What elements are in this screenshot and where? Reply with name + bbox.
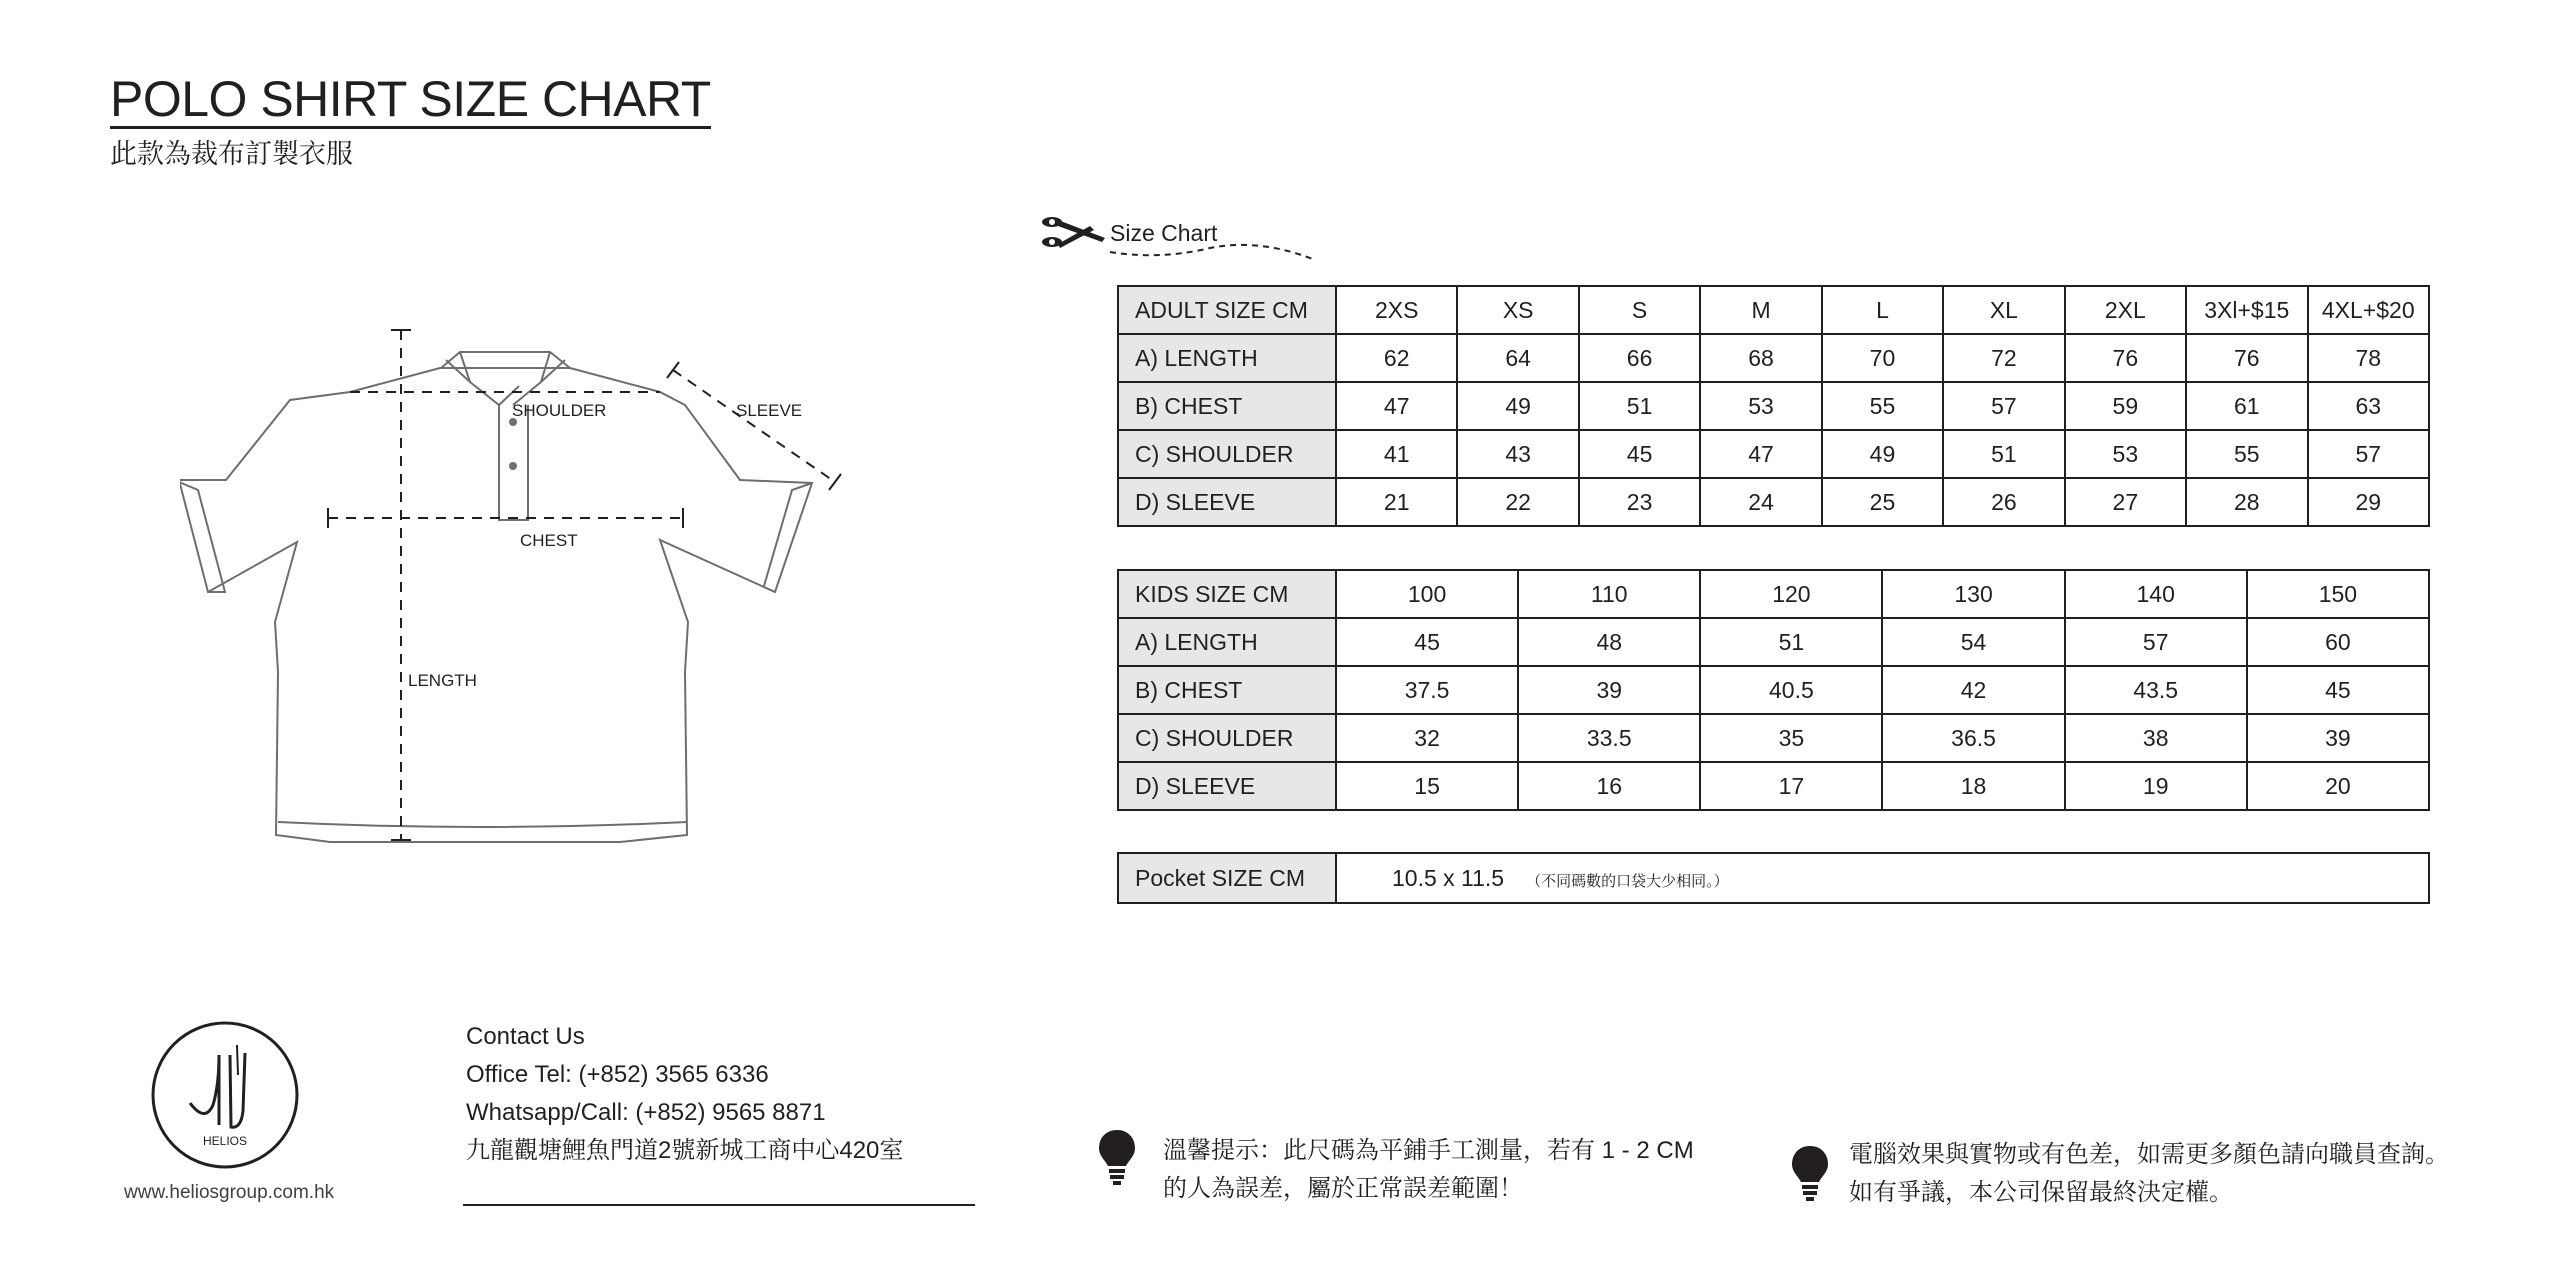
table-row: [1118, 853, 2429, 903]
table-cell: 40.5: [1700, 666, 1882, 714]
table-cell: 21: [1336, 478, 1457, 526]
logo-text: HELIOS: [202, 1134, 248, 1148]
table-cell: 33.5: [1518, 714, 1700, 762]
table-header-cell: 120: [1700, 570, 1882, 618]
table-cell: 59: [2065, 382, 2186, 430]
whatsapp-call: Whatsapp/Call: (+852) 9565 8871: [466, 1099, 826, 1126]
row-label: B) CHEST: [1118, 666, 1336, 714]
row-label: D) SLEEVE: [1118, 762, 1336, 810]
table-cell: 60: [2247, 618, 2429, 666]
row-label: C) SHOULDER: [1118, 430, 1336, 478]
tip-line: 電腦效果與實物或有色差，如需更多顏色請向職員查詢。: [1849, 1141, 2449, 1168]
table-cell: 22: [1457, 478, 1578, 526]
button-dot: [509, 462, 517, 470]
chest-label: CHEST: [520, 531, 578, 550]
row-label: A) LENGTH: [1118, 334, 1336, 382]
kids-size-table: [1117, 569, 2430, 811]
table-cell: 32: [1336, 714, 1518, 762]
row-label: B) CHEST: [1118, 382, 1336, 430]
length-label: LENGTH: [408, 671, 477, 690]
table-cell: 37.5: [1336, 666, 1518, 714]
table-cell: 26: [1943, 478, 2064, 526]
table-row: [1118, 666, 2429, 714]
row-label: A) LENGTH: [1118, 618, 1336, 666]
polo-shirt-diagram: [180, 300, 900, 860]
table-cell: 27: [2065, 478, 2186, 526]
table-header-cell: M: [1700, 286, 1821, 334]
table-cell: 61: [2186, 382, 2307, 430]
sleeve-label: SLEEVE: [736, 401, 803, 420]
table-cell: 49: [1457, 382, 1578, 430]
table-cell: 63: [2308, 382, 2430, 430]
table-cell: 51: [1943, 430, 2064, 478]
table-cell: 25: [1822, 478, 1943, 526]
table-cell: 78: [2308, 334, 2430, 382]
pocket-value-cell: [1336, 853, 2429, 903]
size-chart-label: Size Chart: [1110, 220, 1218, 246]
table-cell: 76: [2065, 334, 2186, 382]
table-cell: 29: [2308, 478, 2430, 526]
page-subtitle: 此款為裁布訂製衣服: [110, 139, 353, 169]
table-header-cell: XS: [1457, 286, 1578, 334]
row-label: C) SHOULDER: [1118, 714, 1336, 762]
table-row: [1118, 430, 2429, 478]
table-cell: 43: [1457, 430, 1578, 478]
table-cell: 36.5: [1882, 714, 2064, 762]
table-cell: 18: [1882, 762, 2064, 810]
page-title: POLO SHIRT SIZE CHART: [110, 71, 711, 127]
helios-logo: [145, 1015, 305, 1175]
table-cell: 55: [1822, 382, 1943, 430]
pocket-size-table: [1117, 852, 2430, 904]
address: 九龍觀塘鯉魚門道2號新城工商中心420室: [466, 1137, 904, 1164]
office-tel: Office Tel: (+852) 3565 6336: [466, 1061, 769, 1088]
table-header-cell: KIDS SIZE CM: [1118, 570, 1336, 618]
lightbulb-icon: [1790, 1144, 1830, 1204]
table-cell: 64: [1457, 334, 1578, 382]
tip-line: 如有爭議，本公司保留最終決定權。: [1849, 1179, 2233, 1206]
table-header-cell: 4XL+$20: [2308, 286, 2430, 334]
contact-heading: Contact Us: [466, 1023, 585, 1050]
table-cell: 48: [1518, 618, 1700, 666]
table-cell: 53: [1700, 382, 1821, 430]
table-cell: 66: [1579, 334, 1700, 382]
table-row: [1118, 762, 2429, 810]
table-cell: 57: [2308, 430, 2430, 478]
table-row: [1118, 382, 2429, 430]
table-cell: 54: [1882, 618, 2064, 666]
table-cell: 70: [1822, 334, 1943, 382]
table-header-cell: L: [1822, 286, 1943, 334]
lightbulb-icon: [1097, 1128, 1137, 1188]
shoulder-label: SHOULDER: [512, 401, 607, 420]
table-cell: 43.5: [2065, 666, 2247, 714]
table-cell: 57: [2065, 618, 2247, 666]
contact-underline: [463, 1204, 975, 1206]
table-cell: 72: [1943, 334, 2064, 382]
table-header-cell: XL: [1943, 286, 2064, 334]
table-header-cell: 3Xl+$15: [2186, 286, 2307, 334]
table-row: [1118, 618, 2429, 666]
table-cell: 45: [1336, 618, 1518, 666]
table-cell: 45: [1579, 430, 1700, 478]
table-cell: 24: [1700, 478, 1821, 526]
table-row: [1118, 334, 2429, 382]
table-row: [1118, 714, 2429, 762]
website-link[interactable]: www.heliosgroup.com.hk: [124, 1182, 335, 1203]
pocket-label: Pocket SIZE CM: [1118, 853, 1336, 903]
table-cell: 23: [1579, 478, 1700, 526]
table-header-row: [1118, 286, 2429, 334]
dashed-cut-line: [1100, 238, 1320, 268]
table-cell: 47: [1336, 382, 1457, 430]
table-cell: 51: [1700, 618, 1882, 666]
tip-line: 溫馨提示：此尺碼為平鋪手工測量，若有 1 - 2 CM: [1163, 1137, 1694, 1164]
table-cell: 47: [1700, 430, 1821, 478]
tip-measurement: [1163, 1132, 1694, 1208]
table-header-cell: 2XL: [2065, 286, 2186, 334]
table-cell: 38: [2065, 714, 2247, 762]
table-cell: 45: [2247, 666, 2429, 714]
table-row: [1118, 478, 2429, 526]
table-cell: 20: [2247, 762, 2429, 810]
table-cell: 28: [2186, 478, 2307, 526]
table-header-cell: 100: [1336, 570, 1518, 618]
table-header-row: [1118, 570, 2429, 618]
table-cell: 39: [1518, 666, 1700, 714]
table-cell: 15: [1336, 762, 1518, 810]
table-cell: 16: [1518, 762, 1700, 810]
table-header-cell: S: [1579, 286, 1700, 334]
table-cell: 57: [1943, 382, 2064, 430]
pocket-note: （不同碼數的口袋大少相同。）: [1526, 872, 1729, 890]
table-cell: 39: [2247, 714, 2429, 762]
tip-line: 的人為誤差，屬於正常誤差範圍！: [1163, 1175, 1523, 1202]
contact-block: [466, 1018, 903, 1170]
table-cell: 19: [2065, 762, 2247, 810]
table-cell: 51: [1579, 382, 1700, 430]
table-cell: 55: [2186, 430, 2307, 478]
table-header-cell: 130: [1882, 570, 2064, 618]
table-header-cell: 140: [2065, 570, 2247, 618]
pocket-value: 10.5 x 11.5: [1392, 864, 1505, 891]
table-header-cell: 2XS: [1336, 286, 1457, 334]
table-header-cell: ADULT SIZE CM: [1118, 286, 1336, 334]
table-header-cell: 150: [2247, 570, 2429, 618]
row-label: D) SLEEVE: [1118, 478, 1336, 526]
tip-color-disclaimer: [1849, 1136, 2449, 1212]
adult-size-table: [1117, 285, 2430, 527]
table-cell: 42: [1882, 666, 2064, 714]
table-cell: 17: [1700, 762, 1882, 810]
table-cell: 62: [1336, 334, 1457, 382]
table-header-cell: 110: [1518, 570, 1700, 618]
table-cell: 49: [1822, 430, 1943, 478]
table-cell: 76: [2186, 334, 2307, 382]
table-cell: 68: [1700, 334, 1821, 382]
table-cell: 53: [2065, 430, 2186, 478]
table-cell: 35: [1700, 714, 1882, 762]
table-cell: 41: [1336, 430, 1457, 478]
